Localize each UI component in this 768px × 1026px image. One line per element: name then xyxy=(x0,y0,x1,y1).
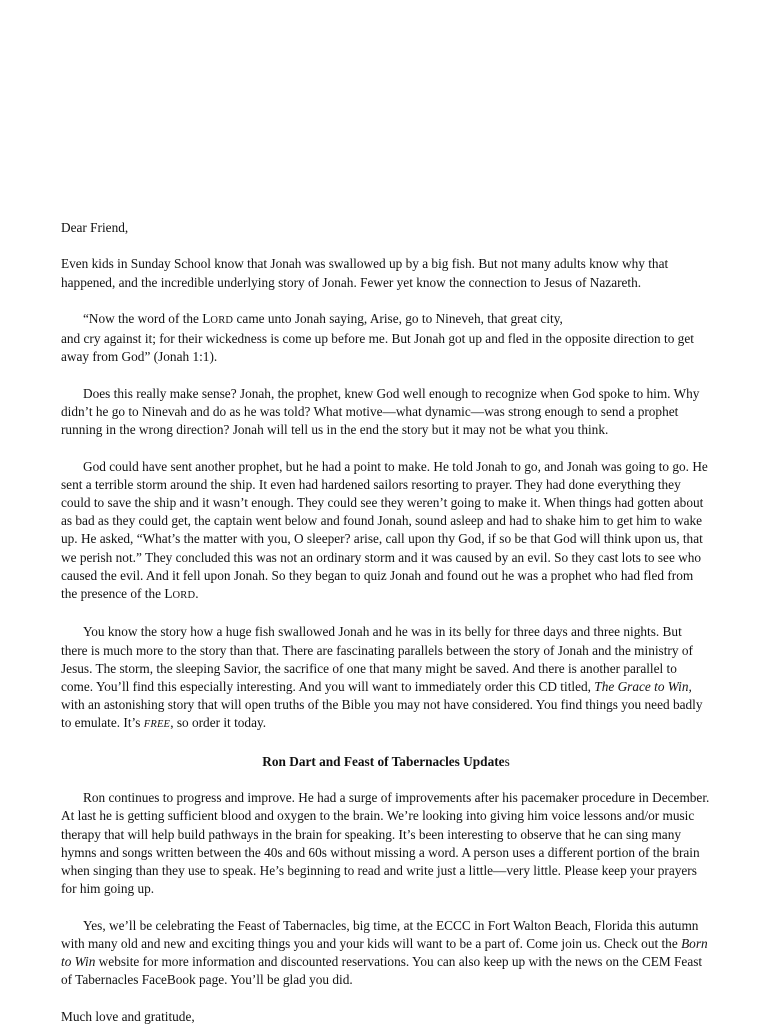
quote-part-b: came unto Jonah saying, Arise, go to Nineveh, that great city, xyxy=(233,310,563,326)
free-label: FREE xyxy=(143,719,171,731)
paragraph-storm xyxy=(61,458,711,606)
quote-lord-smallcaps: ORD xyxy=(210,314,234,326)
section-heading-tail: s xyxy=(504,753,510,769)
closing: Much love and gratitude, xyxy=(61,1008,195,1024)
website-name: Born to Win xyxy=(61,935,708,969)
letter-body xyxy=(61,219,711,1026)
section-heading xyxy=(61,753,711,771)
feast-text-a: Yes, we’ll be celebrating the Feast of Tabernacles, big time, at the ECCC in Fort Walton Beach, Florida this autumn with many old and new and exciting things you and your kids will want to be a part of. Come join us. Check out the xyxy=(61,917,699,951)
feast-text-b: website for more information and discounted reservations. You can also keep up with the news on the CEM Feast of Tabernacles FaceBook page. You’ll be glad you did. xyxy=(61,954,703,988)
paragraph-ron-update: Ron continues to progress and improve. He had a surge of improvements after his pacemaker procedure in December. At last he is getting sufficient blood and oxygen to the brain. We’re looking into giving him voice lessons and/or music therapy that will help build pathways in the brain for speaking. It’s been interesting to observe that he can sing many hymns and songs written between the 40s and 60s without missing a word. A person uses a different portion of the brain when singing than they use to speak. He’s beginning to read and write just a little—very little. Please keep your prayers for him going up. xyxy=(61,790,710,897)
storm-lord-smallcaps: ORD xyxy=(172,590,196,601)
storm-end: . xyxy=(195,586,199,601)
offer-text-c: , so order it today. xyxy=(170,715,267,731)
quote-part-a: “Now the word of the L xyxy=(83,310,211,326)
paragraph-question: Does this really make sense? Jonah, the prophet, knew God well enough to recognize when God spoke to him. Why didn’t he go to Ninevah and do as he was told? What motive—what dynamic—was strong enough to send a prophet running in the wrong direction? Jonah will tell us in the end the story but it may not be what you think. xyxy=(61,385,700,438)
section-heading-bold: Ron Dart and Feast of Tabernacles Update xyxy=(262,753,505,769)
paragraph-feast xyxy=(61,917,711,990)
paragraph-scripture-quote xyxy=(61,310,711,367)
paragraph-cd-offer xyxy=(61,623,711,734)
quote-part-c: and cry against it; for their wickedness is come up before me. But Jonah got up and fled in the opposite direction to get away from God” (Jonah 1:1). xyxy=(61,331,694,365)
greeting: Dear Friend, xyxy=(61,220,129,235)
offer-text-b: with an astonishing story that will open truths of the Bible you may not have considered. You find things you need badly to emulate. It’s xyxy=(61,697,703,731)
offer-text-a: You know the story how a huge fish swallowed Jonah and he was in its belly for three days and three nights. But there is much more to the story than that. There are fascinating parallels between the story of Jonah and the ministry of Jesus. The storm, the sleeping Savior, the sacrifice of one that many might be saved. And there is another parallel to come. You’ll find this especially interesting. And you will want to immediately order this CD titled, xyxy=(61,624,693,694)
paragraph-intro: Even kids in Sunday School know that Jonah was swallowed up by a big fish. But not many adults know why that happened, and the incredible underlying story of Jonah. Fewer yet know the connection to Jesus of Nazareth. xyxy=(61,256,669,290)
cd-title: The Grace to Win, xyxy=(594,679,692,694)
storm-text: God could have sent another prophet, but he had a point to make. He told Jonah to go, and Jonah was going to go. He sent a terrible storm around the ship. It even had hardened sailors resorting to prayer. They had done everything they could to save the ship and it wasn’t enough. They could see they weren’t going to make it. When things had gotten about as bad as they could get, the captain went below and found Jonah, sound asleep and had to shake him to get him to wake up. He asked, “What’s the matter with you, O sleeper? arise, call upon thy God, if so be that God will think upon us, that we perish not.” They concluded this was not an ordinary storm and it was caused by an evil. So they cast lots to see who caused the evil. And it fell upon Jonah. So they began to quiz Jonah and found out he was a prophet who had fled from the presence of the L xyxy=(61,458,708,601)
